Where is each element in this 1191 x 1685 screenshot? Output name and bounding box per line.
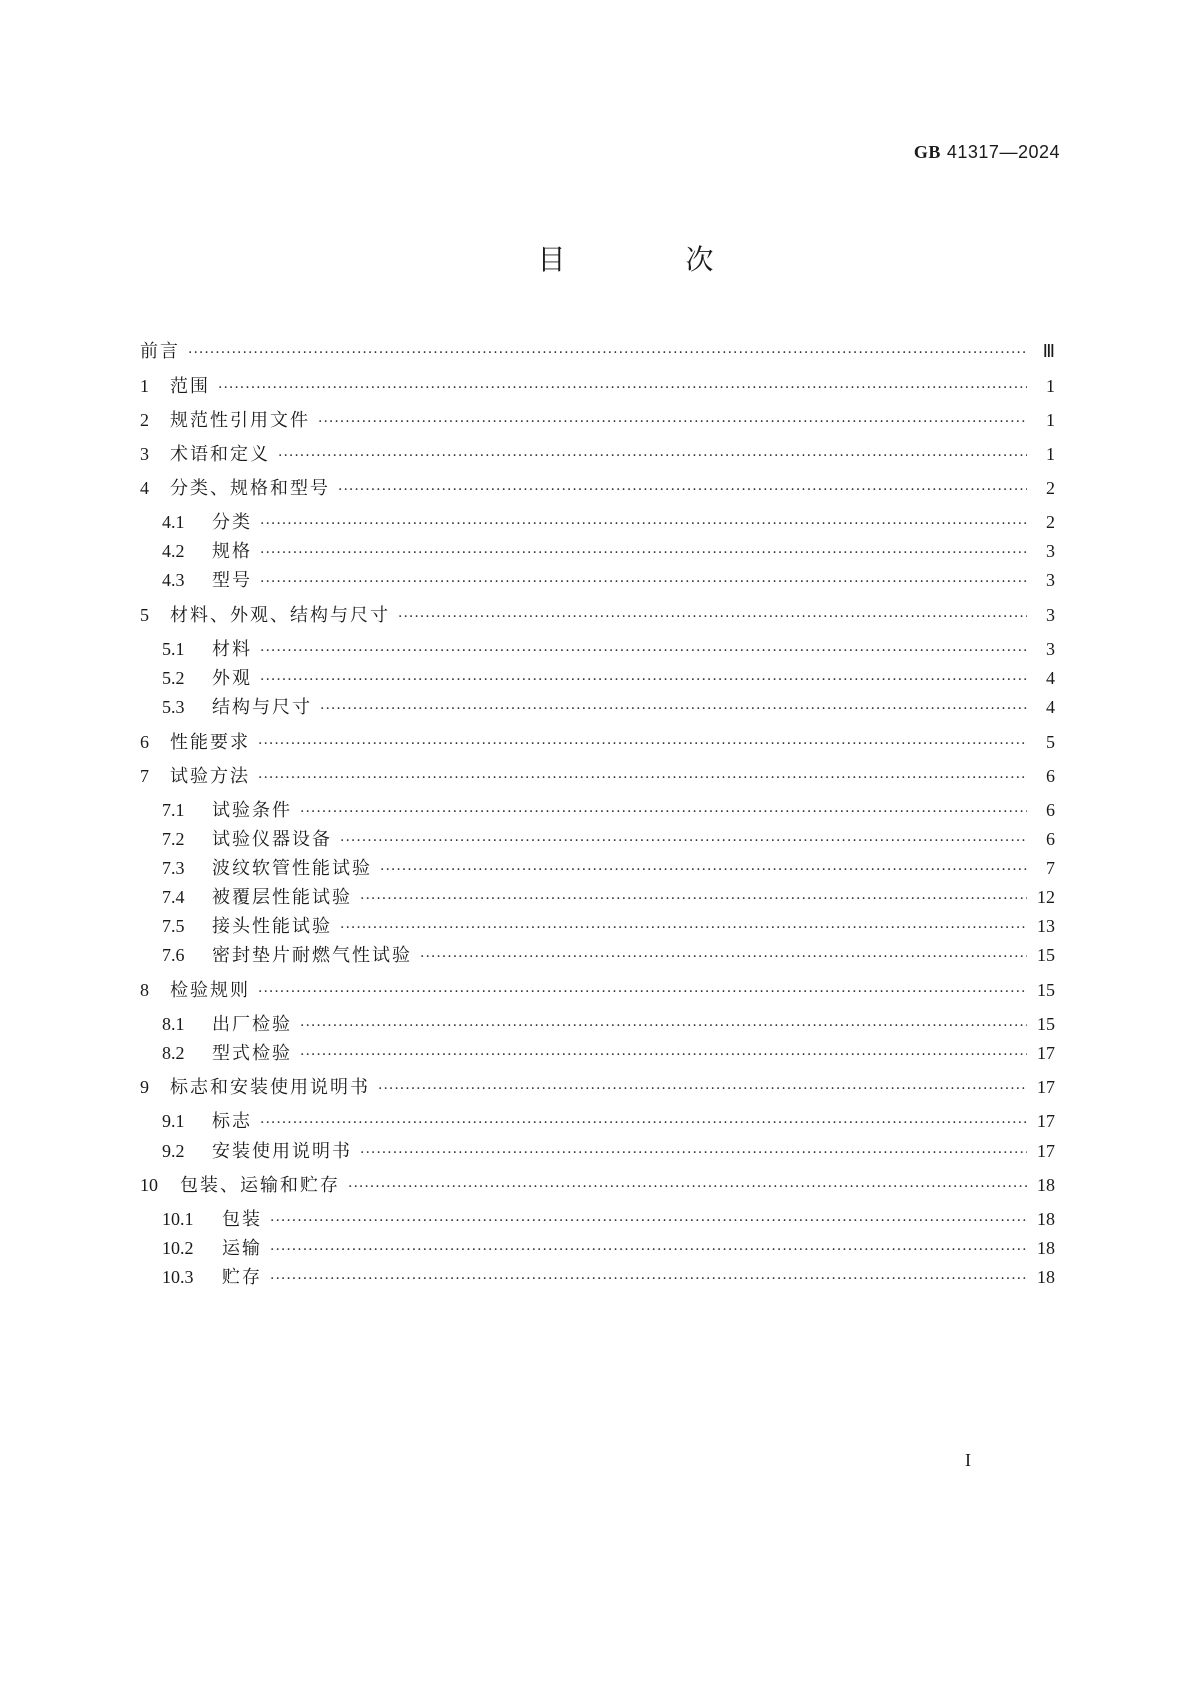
toc-entry-page: 1 — [1046, 410, 1055, 430]
page-folio: I — [965, 1450, 971, 1470]
toc-entry-label: 出厂检验 — [212, 1014, 292, 1035]
dot-leader — [270, 1207, 1027, 1235]
dot-leader — [260, 666, 1027, 694]
toc-entry-page: 17 — [1037, 1043, 1055, 1063]
toc-entry[interactable] — [140, 883, 1055, 911]
doc-prefix: GB — [913, 142, 941, 162]
toc-entry-label: 规格 — [212, 541, 252, 562]
toc-entry-label: 范围 — [170, 376, 210, 397]
toc-entry-label: 试验仪器设备 — [212, 829, 332, 850]
dot-leader — [270, 1265, 1027, 1293]
toc-entry-label: 型号 — [212, 570, 252, 591]
dot-leader — [348, 1173, 1027, 1201]
toc-entry-page: 18 — [1037, 1267, 1055, 1287]
toc-entry[interactable] — [140, 664, 1055, 692]
toc-entry-label: 性能要求 — [170, 732, 250, 753]
toc-entry[interactable] — [140, 1171, 1055, 1199]
toc-entry-number: 3 — [140, 444, 149, 464]
toc-entry-page: 3 — [1046, 639, 1055, 659]
dot-leader — [260, 510, 1027, 538]
toc-entry-page: 18 — [1037, 1238, 1055, 1258]
toc-entry[interactable] — [140, 1263, 1055, 1291]
dot-leader — [380, 856, 1027, 884]
toc-entry-number: 7.3 — [162, 858, 185, 878]
toc-entry[interactable] — [140, 1039, 1055, 1067]
toc-entry[interactable] — [140, 976, 1055, 1004]
toc-entry-label: 贮存 — [222, 1267, 262, 1288]
toc-entry-page: 3 — [1046, 541, 1055, 561]
dot-leader — [340, 914, 1027, 942]
toc-entry-page: 2 — [1046, 478, 1055, 498]
dot-leader — [258, 978, 1027, 1006]
toc-entry-page: 13 — [1037, 916, 1055, 936]
toc-entry-label: 分类、规格和型号 — [170, 478, 330, 499]
toc-entry[interactable] — [140, 372, 1055, 400]
toc-entry-page: 6 — [1046, 800, 1055, 820]
toc-entry-label: 结构与尺寸 — [212, 697, 312, 718]
toc-entry[interactable] — [140, 728, 1055, 756]
toc-entry[interactable] — [140, 406, 1055, 434]
toc-entry[interactable] — [140, 537, 1055, 565]
toc-entry-number: 9 — [140, 1077, 149, 1097]
dot-leader — [258, 730, 1027, 758]
toc-entry-page: 17 — [1037, 1111, 1055, 1131]
toc-entry-page: 7 — [1046, 858, 1055, 878]
dot-leader — [300, 798, 1027, 826]
toc-entry-label: 规范性引用文件 — [170, 410, 310, 431]
toc-entry[interactable] — [140, 1010, 1055, 1038]
toc-entry-number: 4.2 — [162, 541, 185, 561]
toc-entry-page: 3 — [1046, 605, 1055, 625]
dot-leader — [340, 827, 1027, 855]
toc-entry[interactable] — [140, 1234, 1055, 1262]
toc-entry-label: 标志 — [212, 1111, 252, 1132]
toc-entry-number: 4 — [140, 478, 149, 498]
dot-leader — [258, 764, 1027, 792]
dot-leader — [420, 943, 1027, 971]
toc-entry-label: 前言 — [140, 341, 180, 362]
toc-entry-label: 标志和安装使用说明书 — [170, 1077, 370, 1098]
dot-leader — [360, 885, 1027, 913]
toc-entry-label: 包装 — [222, 1209, 262, 1230]
dot-leader — [300, 1012, 1027, 1040]
toc-entry-page: 5 — [1046, 732, 1055, 752]
toc-entry-page: 15 — [1037, 980, 1055, 1000]
toc-entry-number: 2 — [140, 410, 149, 430]
dot-leader — [188, 339, 1027, 367]
dot-leader — [260, 568, 1027, 596]
toc-entry[interactable] — [140, 762, 1055, 790]
dot-leader — [260, 1109, 1027, 1137]
toc-entry[interactable] — [140, 941, 1055, 969]
toc-entry-label: 波纹软管性能试验 — [212, 858, 372, 879]
toc-entry-number: 7.5 — [162, 916, 185, 936]
toc-entry[interactable] — [140, 440, 1055, 468]
toc-entry-page: 1 — [1046, 376, 1055, 396]
toc-entry-number: 7.1 — [162, 800, 185, 820]
toc-entry[interactable] — [140, 1073, 1055, 1101]
dot-leader — [378, 1075, 1027, 1103]
toc-entry-number: 7.6 — [162, 945, 185, 965]
toc-entry[interactable] — [140, 825, 1055, 853]
dot-leader — [260, 637, 1027, 665]
dot-leader — [360, 1139, 1027, 1167]
toc-entry[interactable] — [140, 566, 1055, 594]
dot-leader — [260, 539, 1027, 567]
dot-leader — [320, 695, 1027, 723]
toc-entry-page: 4 — [1046, 668, 1055, 688]
dot-leader — [398, 603, 1027, 631]
toc-entry-page: 4 — [1046, 697, 1055, 717]
toc-entry-number: 5.1 — [162, 639, 185, 659]
toc-entry[interactable] — [140, 601, 1055, 629]
toc-entry-label: 试验方法 — [170, 766, 250, 787]
toc-entry[interactable] — [140, 912, 1055, 940]
toc-entry[interactable] — [140, 1205, 1055, 1233]
toc-entry[interactable] — [140, 337, 1055, 365]
toc-entry-number: 5.2 — [162, 668, 185, 688]
toc-entry-label: 外观 — [212, 668, 252, 689]
toc-entry-number: 8 — [140, 980, 149, 1000]
toc-entry[interactable] — [140, 796, 1055, 824]
toc-entry-number: 8.2 — [162, 1043, 185, 1063]
toc-entry-number: 4.3 — [162, 570, 185, 590]
toc-entry[interactable] — [140, 693, 1055, 721]
toc-entry-page: 15 — [1037, 945, 1055, 965]
toc-entry-number: 9.1 — [162, 1111, 185, 1131]
doc-number: 41317—2024 — [946, 142, 1060, 162]
toc-entry[interactable] — [140, 1137, 1055, 1165]
document-code — [914, 142, 1060, 163]
toc-entry-number: 9.2 — [162, 1141, 185, 1161]
toc-entry-label: 材料 — [212, 639, 252, 660]
toc-entry-page: 18 — [1037, 1175, 1055, 1195]
toc-entry-number: 7.2 — [162, 829, 185, 849]
dot-leader — [270, 1236, 1027, 1264]
page-title — [0, 238, 1191, 278]
toc-entry-page: 17 — [1037, 1077, 1055, 1097]
toc-entry-label: 术语和定义 — [170, 444, 270, 465]
toc-entry-number: 6 — [140, 732, 149, 752]
toc-entry-page: 15 — [1037, 1014, 1055, 1034]
toc-entry-number: 10.2 — [162, 1238, 194, 1258]
toc-entry-page: 6 — [1046, 829, 1055, 849]
toc-entry-label: 运输 — [222, 1238, 262, 1259]
toc-entry-label: 接头性能试验 — [212, 916, 332, 937]
toc-entry-page: 3 — [1046, 570, 1055, 590]
toc-entry-label: 包装、运输和贮存 — [180, 1175, 340, 1196]
toc-entry-label: 分类 — [212, 512, 252, 533]
toc-entry-number: 7.4 — [162, 887, 185, 907]
toc-entry-label: 试验条件 — [212, 800, 292, 821]
toc-entry-number: 1 — [140, 376, 149, 396]
toc-entry[interactable] — [140, 854, 1055, 882]
dot-leader — [318, 408, 1027, 436]
toc-entry-number: 8.1 — [162, 1014, 185, 1034]
toc-entry-page: 6 — [1046, 766, 1055, 786]
toc-entry-number: 10.1 — [162, 1209, 194, 1229]
toc-entry-page: 17 — [1037, 1141, 1055, 1161]
dot-leader — [278, 442, 1027, 470]
toc-entry-label: 型式检验 — [212, 1043, 292, 1064]
title-char-1: 目 — [537, 243, 626, 276]
toc-entry[interactable] — [140, 1107, 1055, 1135]
dot-leader — [338, 476, 1027, 504]
toc-entry-page: 2 — [1046, 512, 1055, 532]
dot-leader — [300, 1041, 1027, 1069]
toc-entry-page: 18 — [1037, 1209, 1055, 1229]
toc-entry[interactable] — [140, 635, 1055, 663]
toc-entry-label: 检验规则 — [170, 980, 250, 1001]
toc-entry-number: 7 — [140, 766, 149, 786]
toc-entry-page: 12 — [1037, 887, 1055, 907]
dot-leader — [218, 374, 1027, 402]
toc-entry[interactable] — [140, 474, 1055, 502]
toc-entry-page: 1 — [1046, 444, 1055, 464]
toc-entry-number: 5 — [140, 605, 149, 625]
toc-entry-number: 4.1 — [162, 512, 185, 532]
toc-entry-number: 5.3 — [162, 697, 185, 717]
toc-entry[interactable] — [140, 508, 1055, 536]
toc-entry-label: 密封垫片耐燃气性试验 — [212, 945, 412, 966]
toc-entry-label: 安装使用说明书 — [212, 1141, 352, 1162]
toc-entry-page: Ⅲ — [1042, 341, 1055, 361]
toc-entry-number: 10.3 — [162, 1267, 194, 1287]
title-char-2: 次 — [685, 243, 774, 276]
toc-entry-label: 被覆层性能试验 — [212, 887, 352, 908]
toc-entry-number: 10 — [140, 1175, 158, 1195]
toc-entry-label: 材料、外观、结构与尺寸 — [170, 605, 390, 626]
